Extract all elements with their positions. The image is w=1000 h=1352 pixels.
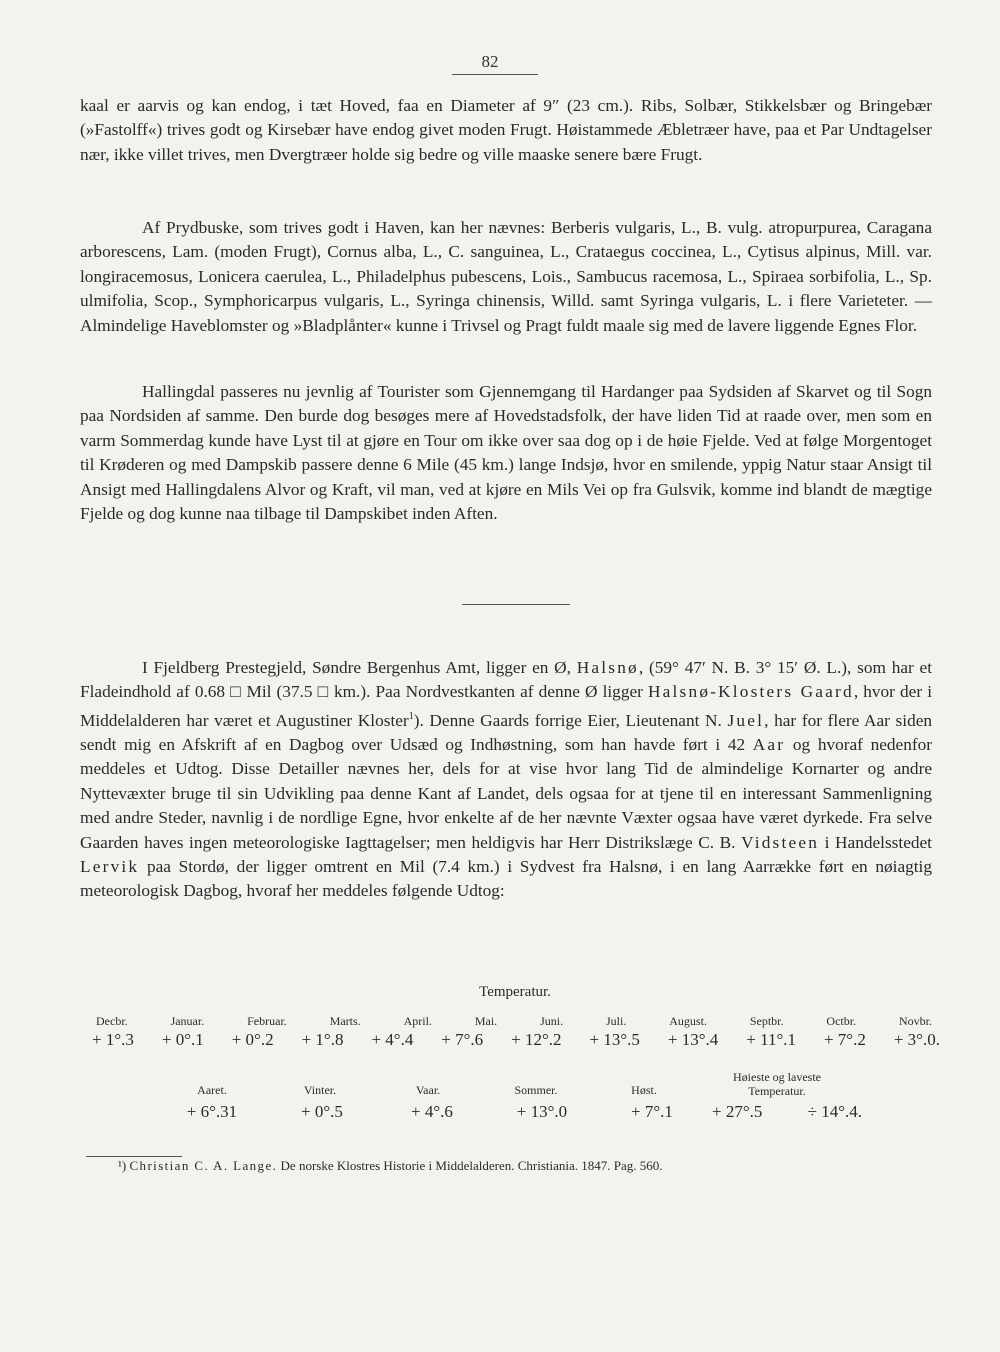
month-value: + 11°.1 (746, 1030, 796, 1049)
footnote-reference: 1 (408, 710, 414, 722)
paragraph-fruit-trees: kaal er aarvis og kan endog, i tæt Hoved, faa en Diameter af 9″ (23 cm.). Ribs, Solbær, Stikkelsbær og Bringebær (»Fastolff«) trives godt og Kirsebær have endog givet moden Frugt. Høistammede Æbletræer have, paa et Par Undtagelser nær, ikke villet trives, men Dvergtræer holde sig bedre og ville maaske senere bære Frugt. (80, 96, 932, 164)
page-number-rule (452, 74, 538, 75)
season-value: + 13°.0 (516, 1102, 568, 1121)
month-label: Marts. (329, 1014, 361, 1028)
section-divider (462, 604, 570, 605)
season-label: Vaar. (415, 1083, 441, 1097)
month-value: + 3°.0. (893, 1030, 940, 1049)
season-label: Vinter. (303, 1083, 337, 1097)
month-label: Decbr. (96, 1014, 128, 1028)
month-label: Novbr. (899, 1014, 932, 1028)
month-label: Juli. (606, 1014, 627, 1028)
month-label: Octbr. (826, 1014, 857, 1028)
month-values-row (92, 1030, 940, 1050)
season-value: + 6°.31 (186, 1102, 238, 1121)
month-value: + 12°.2 (511, 1030, 562, 1049)
extremes-values (712, 1102, 862, 1122)
text-run: , har for flere Aar siden sendt mig en Afskrift af en Dagbog over Udsæd og Indhøstning, som han havde ført i 42 (80, 710, 933, 754)
footnote-marker: ¹) (118, 1158, 127, 1173)
month-value: + 0°.2 (231, 1030, 274, 1049)
season-label: Høst. (631, 1083, 657, 1097)
footnote-author: Christian C. A. Lange. (129, 1158, 278, 1173)
extremes-label-line1: Høieste og laveste (733, 1070, 821, 1084)
season-value: + 4°.6 (411, 1102, 453, 1121)
month-value: + 1°.8 (301, 1030, 344, 1049)
month-value: + 4°.4 (371, 1030, 414, 1049)
month-label: Septbr. (749, 1014, 784, 1028)
season-values-row (162, 1102, 862, 1122)
month-value: + 13°.4 (667, 1030, 719, 1049)
season-labels-row (162, 1070, 852, 1098)
place-name-halsno: Halsnø (576, 658, 639, 677)
footnote-citation: De norske Klostres Historie i Middelalderen. Christiania. 1847. Pag. 560. (280, 1158, 663, 1173)
month-value: + 0°.1 (161, 1030, 204, 1049)
temperature-table-title: Temperatur. (479, 984, 551, 1000)
page-number: 82 (481, 52, 499, 71)
extremes-label-line2: Temperatur. (748, 1084, 806, 1098)
season-value: + 0°.5 (301, 1102, 343, 1121)
max-temperature: + 27°.5 (712, 1102, 763, 1121)
text-run: , hvor der i Middelalderen har været et Augustiner Kloster (80, 682, 932, 730)
text-run: og hvoraf nedenfor meddeles et Udtog. Disse Detailler nævnes her, dels for at vise hvor lang Tid de almindelige Kornarter og andre Nyttevæxter bruge til sin Udvikling paa denne Kant af Landet, dels ogsaa for at tjene til en interessant Sammenligning med andre Steder, navnlig i de nordlige Egne, hvor enkelte af de her nævnte Væxter ogsaa have været dyrkede. Fra selve Gaarden haves ingen meteorologiske Iagttagelser; men heldigvis har Herr Distrikslæge C. B. (80, 734, 932, 852)
month-labels-row (96, 1014, 932, 1029)
paragraph-halsno (80, 656, 932, 904)
month-value: + 7°.6 (441, 1030, 484, 1049)
text-run: ). Denne Gaards forrige Eier, Lieutenant N. (413, 710, 728, 730)
footnote (118, 1156, 918, 1176)
emphasis-aar: Aar (752, 734, 786, 754)
season-label: Sommer. (514, 1083, 558, 1097)
month-value: + 7°.2 (823, 1030, 866, 1049)
season-label: Aaret. (197, 1083, 227, 1097)
month-label: April. (403, 1014, 432, 1028)
month-label: Juni. (540, 1014, 564, 1028)
paragraph-ornamental-shrubs: Af Prydbuske, som trives godt i Haven, kan her nævnes: Berberis vulgaris, L., B. vulg. atropurpurea, Caragana arborescens, Lam. (moden Frugt), Cornus alba, L., C. sanguinea, L., Crataegus coccinea, L., Cytisus alpinus, Mill. var. longiracemosus, Lonicera caerulea, L., Philadelphus pubescens, Lois., Sambucus racemosa, L., Spiraea sorbifolia, L., Sp. ulmifolia, Scop., Symphoricarpus vulgaris, L., Syringa chinensis, Willd. samt Syringa vulgaris, L. i flere Varieteter. — Almindelige Haveblomster og »Bladplånter« kunne i Trivsel og Pragt fuldt maale sig med de lavere liggende Egnes Flor. (80, 218, 932, 335)
text-run: , (59° 47′ N. B. 3° 15′ Ø. L.), som har et Fladeindhold af 0.68 □ Mil (37.5 □ km.). Paa Nordvestkanten af denne Ø ligger (80, 658, 932, 702)
month-value: + 1°.3 (92, 1030, 134, 1049)
text-run: i Handelsstedet (819, 832, 932, 852)
place-name-kloster-gaard: Halsnø-Klosters Gaard (648, 682, 854, 702)
paragraph-hallingdal: Hallingdal passeres nu jevnlig af Tourister som Gjennemgang til Hardanger paa Sydsiden af Skarvet og til Sogn paa Nordsiden af samme. Den burde dog besøges mere af Hovedstadsfolk, der have liden Tid at raade over, men som en varm Sommerdag kunde have Lyst til at gjøre en Tour om ikke over saa dog op i de høie Fjelde. Ved at følge Morgentoget til Krøderen og med Dampskib passere denne 6 Mile (45 km.) lange Indsjø, hvor en smilende, yppig Natur staar Ansigt til Ansigt med Hallingdalens Alvor og Kraft, vil man, ved at kjøre en Mils Vei op fra Gulsvik, komme ind blandt de mægtige Fjelde og dog kunne naa tilbage til Dampskibet inden Aften. (80, 382, 932, 524)
person-name-vidsteen: Vidsteen (741, 832, 820, 852)
place-name-lervik: Lervik (80, 857, 140, 877)
month-label: Februar. (247, 1014, 287, 1028)
month-label: Januar. (170, 1014, 205, 1028)
text-run: I Fjeldberg Prestegjeld, Søndre Bergenhus Amt, ligger en Ø, (142, 658, 577, 677)
month-label: Mai. (474, 1014, 498, 1028)
person-name-juel: Juel (727, 710, 765, 730)
month-value: + 13°.5 (589, 1030, 640, 1049)
extremes-label (702, 1070, 852, 1098)
month-label: August. (669, 1014, 707, 1028)
min-temperature: ÷ 14°.4. (807, 1102, 862, 1121)
season-value: + 7°.1 (631, 1102, 673, 1121)
text-run: paa Stordø, der ligger omtrent en Mil (7.4 km.) i Sydvest fra Halsnø, i en lang Aarrække ført en nøiagtig meteorologisk Dagbog, hvoraf her meddeles følgende Udtog: (80, 857, 932, 901)
